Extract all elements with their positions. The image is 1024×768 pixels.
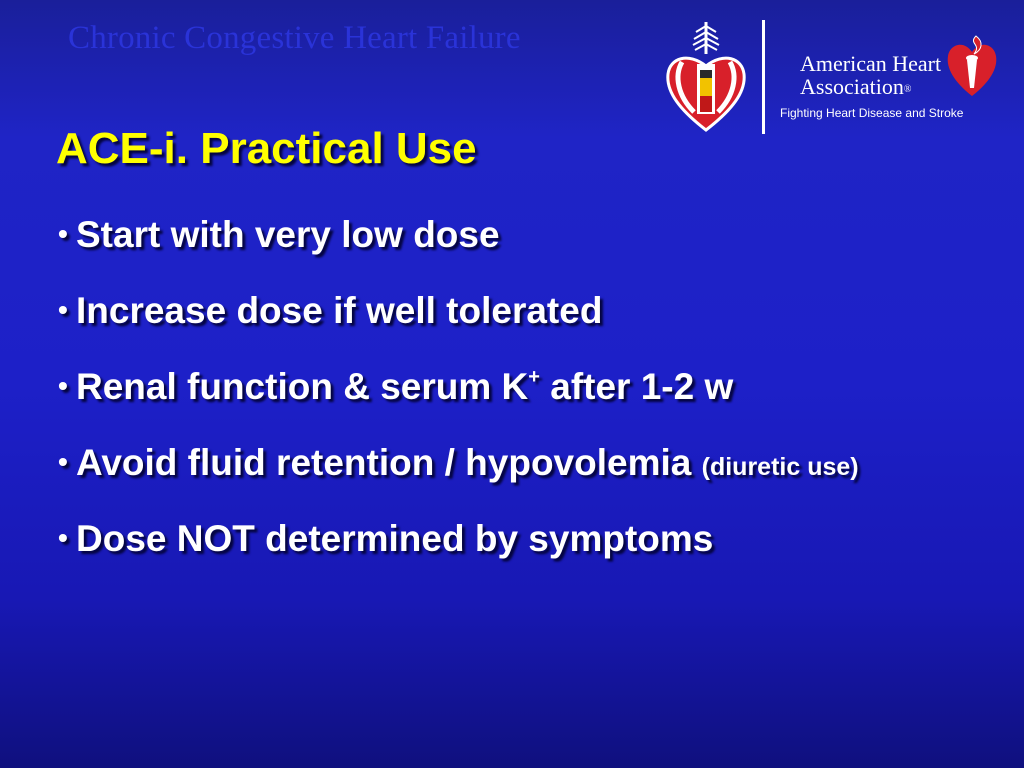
aha-name-line1: American Heart <box>800 51 942 76</box>
bullet-item: • Increase dose if well tolerated <box>58 284 859 360</box>
bullet-note: (diuretic use) <box>701 453 859 481</box>
slide-title: ACE-i. Practical Use <box>56 124 477 173</box>
header-title: Chronic Congestive Heart Failure <box>68 20 521 56</box>
logo-area <box>660 14 1010 138</box>
bullet-dot-icon: • <box>58 294 68 325</box>
sociedad-seal-icon <box>660 18 752 136</box>
aha-name-line2: Association® <box>800 74 912 99</box>
bullet-list <box>58 208 859 588</box>
bullet-item: • Avoid fluid retention / hypovolemia (diuretic use) <box>58 436 859 512</box>
logo-divider <box>762 20 765 134</box>
bullet-item: • Start with very low dose <box>58 208 859 284</box>
heart-torch-icon <box>946 34 998 98</box>
bullet-item: • Dose NOT determined by symptoms <box>58 512 859 588</box>
bullet-dot-icon: • <box>58 218 68 249</box>
bullet-dot-icon: • <box>58 370 68 401</box>
aha-tagline: Fighting Heart Disease and Stroke <box>780 106 964 120</box>
bullet-dot-icon: • <box>58 446 68 477</box>
superscript-plus: + <box>528 366 540 388</box>
aha-name <box>800 52 941 101</box>
bullet-item: • Renal function & serum K+ after 1-2 w <box>58 360 859 436</box>
bullet-dot-icon: • <box>58 522 68 553</box>
